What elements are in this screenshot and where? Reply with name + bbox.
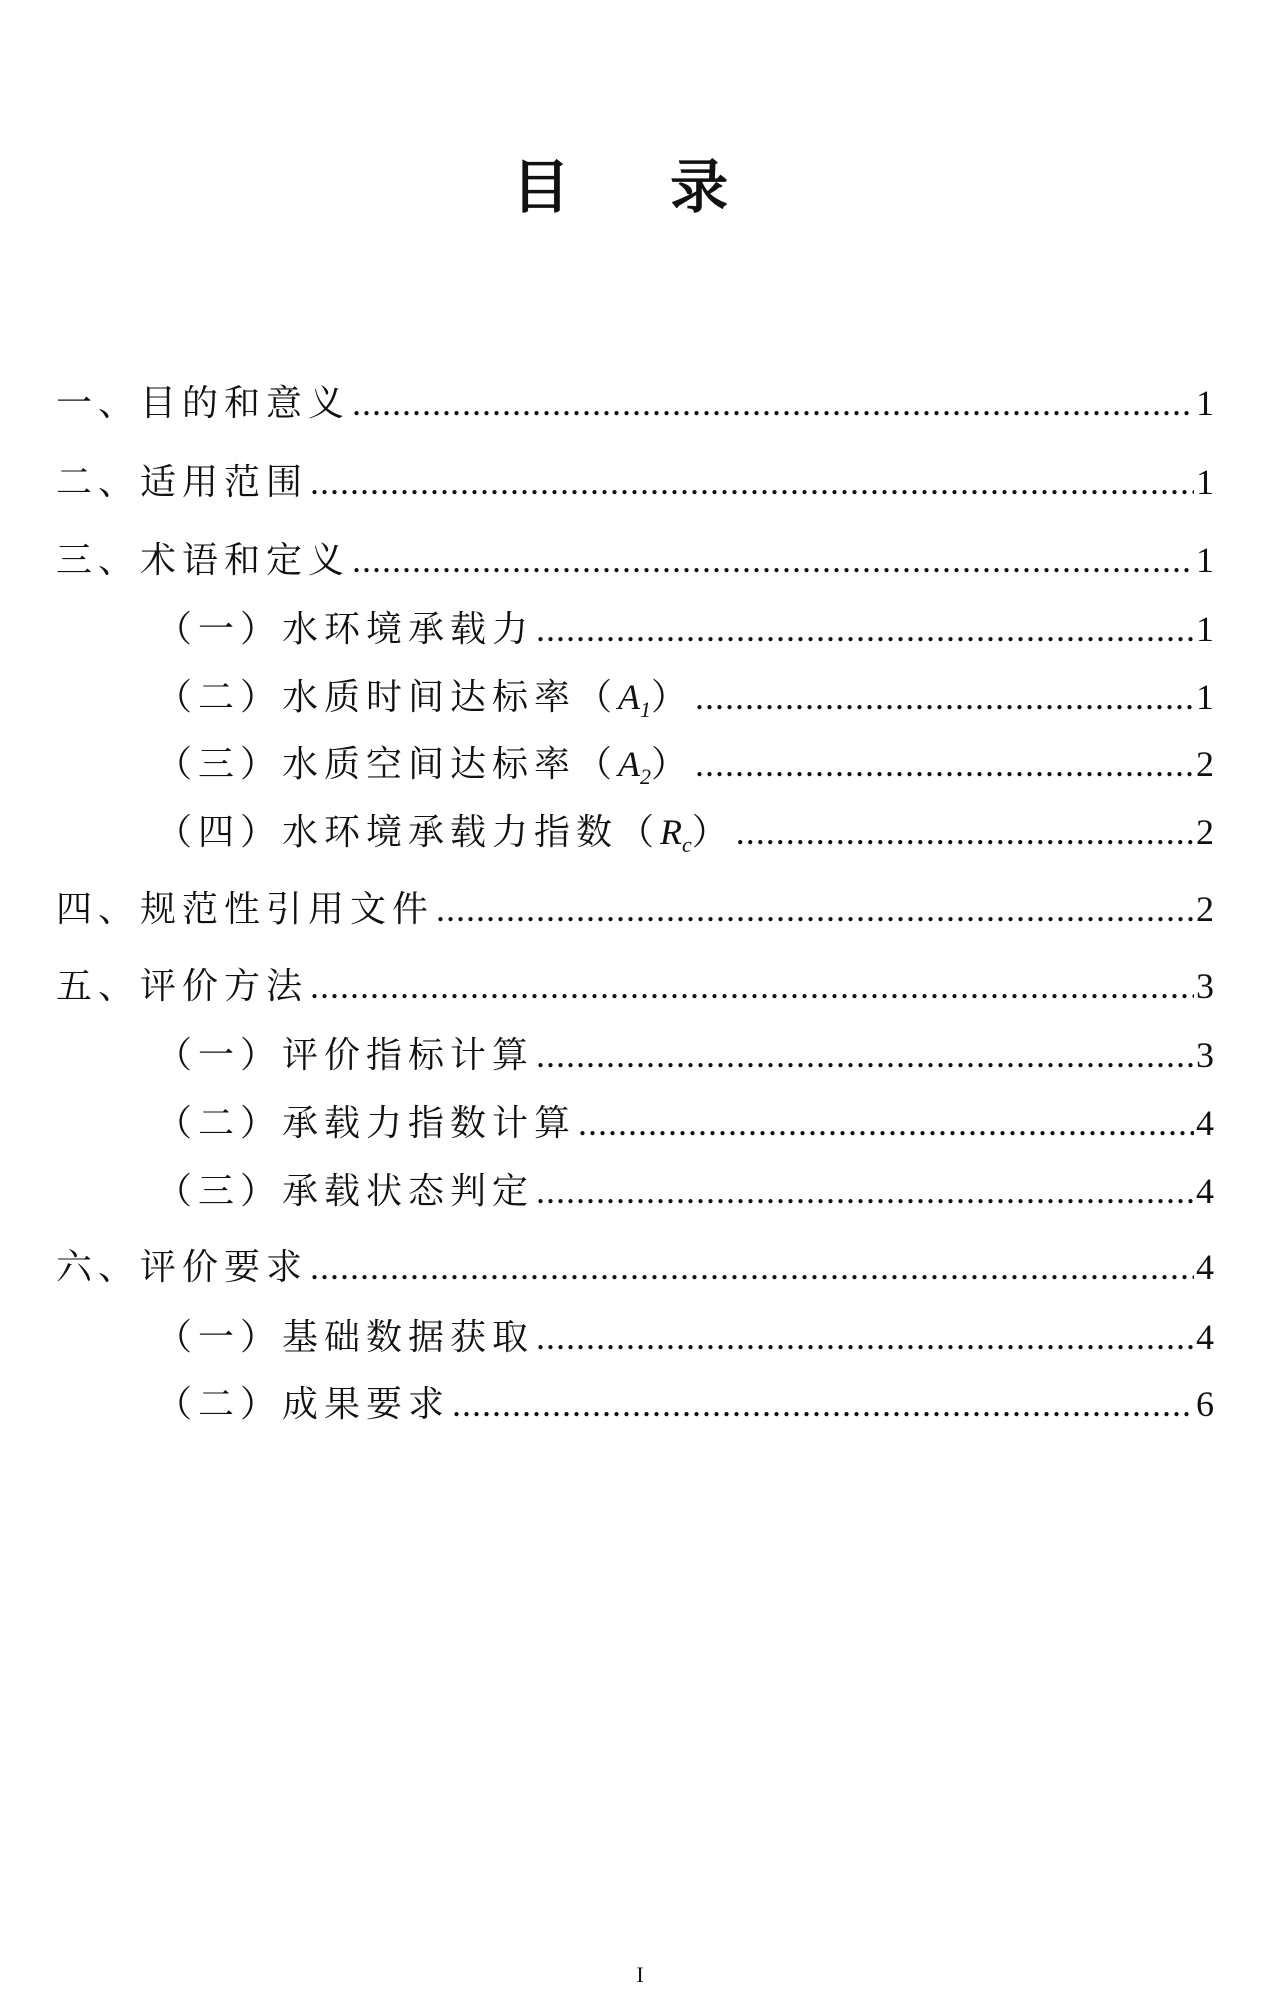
toc-page-number: 3 xyxy=(1196,1035,1214,1075)
toc-page-number: 1 xyxy=(1196,609,1214,649)
toc-entry[interactable] xyxy=(156,1098,1214,1148)
toc-page-number: 4 xyxy=(1196,1103,1214,1143)
variable-symbol: R xyxy=(660,812,683,852)
label-text: （二）水质时间达标率（ xyxy=(156,677,619,718)
toc-page-number: 1 xyxy=(1196,677,1214,717)
toc-page-number: 2 xyxy=(1196,889,1214,929)
variable xyxy=(618,744,652,790)
toc-entry-label xyxy=(156,807,734,870)
toc-page-number: 1 xyxy=(1196,462,1214,502)
toc-page-number: 4 xyxy=(1196,1247,1214,1287)
variable-subscript: 1 xyxy=(640,697,652,723)
toc-entry-label: （二）承载力指数计算 xyxy=(156,1103,577,1144)
toc-entry-label xyxy=(156,739,693,802)
toc-page-number: 4 xyxy=(1196,1317,1214,1357)
toc-page-number: 4 xyxy=(1196,1171,1214,1211)
toc-page-number: 2 xyxy=(1196,812,1214,852)
label-tail: ） xyxy=(691,812,734,853)
variable-subscript: 2 xyxy=(640,764,652,790)
toc-entry-label: 二、适用范围 xyxy=(56,462,309,503)
leader-dots xyxy=(695,739,1194,789)
leader-dots xyxy=(736,807,1194,857)
toc-entry-label: 六、评价要求 xyxy=(56,1247,309,1288)
toc-entry[interactable] xyxy=(156,604,1214,654)
page-title: 目 录 xyxy=(511,153,769,221)
toc-entry[interactable] xyxy=(156,1312,1214,1362)
toc-entry-label: （二）成果要求 xyxy=(156,1384,451,1425)
toc-page-number: 6 xyxy=(1196,1384,1214,1424)
variable-subscript: c xyxy=(682,832,692,858)
toc-entry-label xyxy=(156,672,693,735)
toc-entry[interactable] xyxy=(156,1030,1214,1080)
label-text: （四）水环境承载力指数（ xyxy=(156,812,661,853)
leader-dots xyxy=(352,535,1194,585)
toc-page-number: 1 xyxy=(1196,383,1214,423)
footer-page-number: I xyxy=(636,1962,644,1987)
toc-page-number: 1 xyxy=(1196,540,1214,580)
leader-dots xyxy=(536,1166,1194,1216)
toc-entry[interactable] xyxy=(156,1166,1214,1216)
toc-page-number: 3 xyxy=(1196,966,1214,1006)
toc-entry-label: （一）基础数据获取 xyxy=(156,1317,535,1358)
toc-entry-label: 三、术语和定义 xyxy=(56,540,351,581)
leader-dots xyxy=(536,1312,1194,1362)
toc-entry[interactable] xyxy=(56,378,1214,428)
leader-dots xyxy=(310,457,1194,507)
leader-dots xyxy=(536,1030,1194,1080)
toc-entry[interactable] xyxy=(56,457,1214,507)
toc-entry[interactable] xyxy=(156,672,1214,722)
toc-entry[interactable] xyxy=(156,1379,1214,1429)
toc-entry-label: 五、评价方法 xyxy=(56,966,309,1007)
leader-dots xyxy=(578,1098,1194,1148)
toc-entry-label: 一、目的和意义 xyxy=(56,383,351,424)
label-tail: ） xyxy=(651,744,694,785)
variable xyxy=(660,812,692,858)
leader-dots xyxy=(536,604,1194,654)
variable xyxy=(618,677,652,723)
toc-entry[interactable] xyxy=(56,535,1214,585)
leader-dots xyxy=(695,672,1194,722)
toc-entry[interactable] xyxy=(56,884,1214,934)
toc-page-number: 2 xyxy=(1196,744,1214,784)
label-tail: ） xyxy=(651,677,694,718)
leader-dots xyxy=(436,884,1194,934)
toc-entry[interactable] xyxy=(156,807,1214,857)
toc-entry-label: （三）承载状态判定 xyxy=(156,1171,535,1212)
toc-entry-label: （一）水环境承载力 xyxy=(156,609,535,650)
toc-entry[interactable] xyxy=(56,961,1214,1011)
toc-entry-label: （一）评价指标计算 xyxy=(156,1035,535,1076)
leader-dots xyxy=(310,1242,1194,1292)
leader-dots xyxy=(352,378,1194,428)
variable-symbol: A xyxy=(618,677,641,717)
toc-entry[interactable] xyxy=(56,1242,1214,1292)
leader-dots xyxy=(452,1379,1194,1429)
toc-entry[interactable] xyxy=(156,739,1214,789)
label-text: （三）水质空间达标率（ xyxy=(156,744,619,785)
toc-entry-label: 四、规范性引用文件 xyxy=(56,889,435,930)
leader-dots xyxy=(310,961,1194,1011)
variable-symbol: A xyxy=(618,744,641,784)
